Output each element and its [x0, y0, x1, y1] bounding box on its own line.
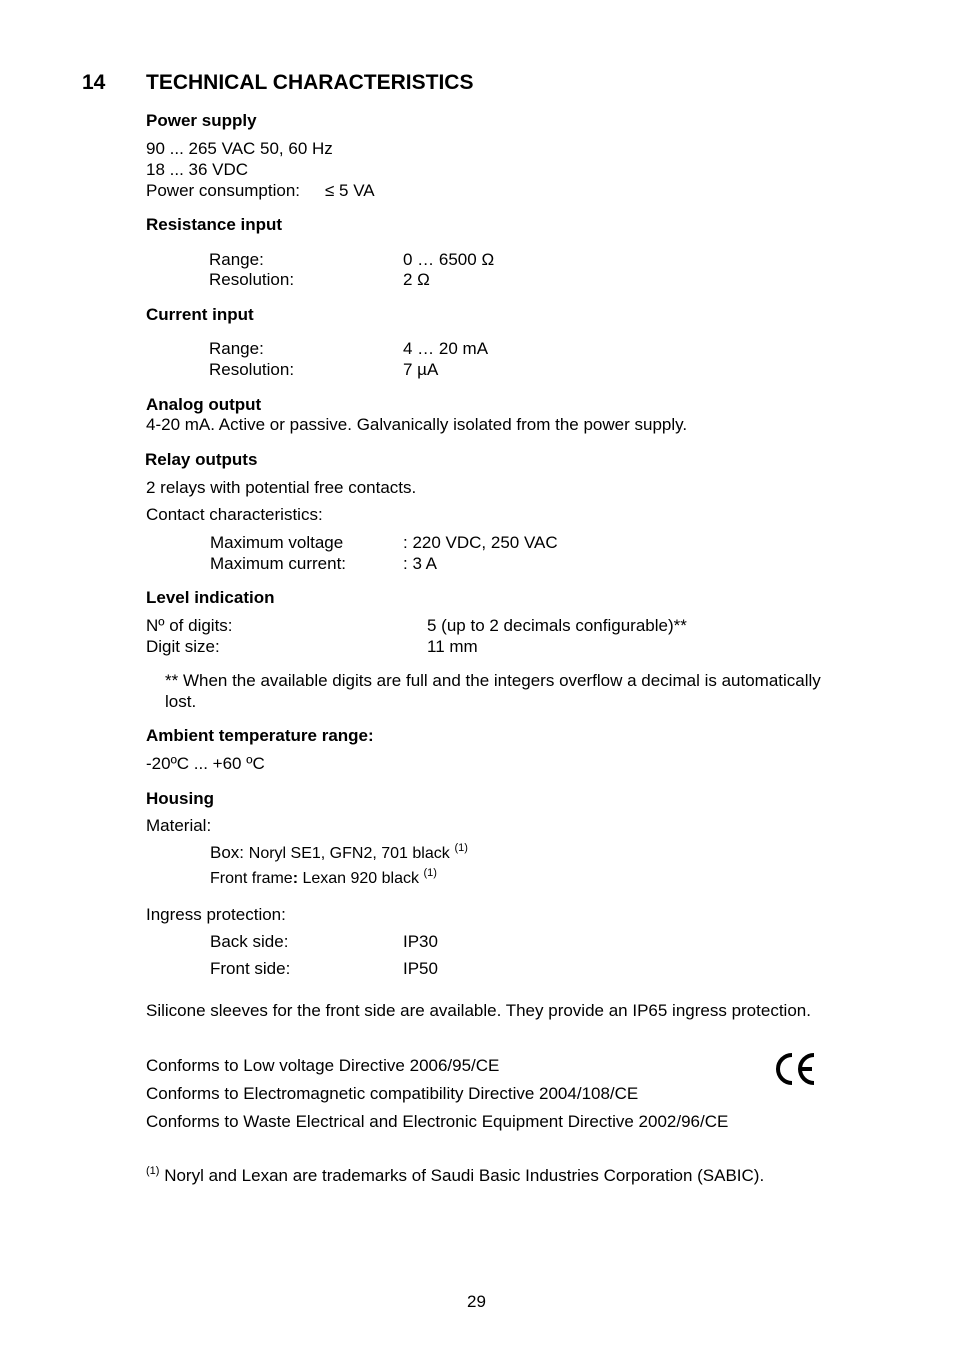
silicone-sleeves-text: Silicone sleeves for the front side are available. They provide an IP65 ingress protection.: [146, 1001, 811, 1020]
relay-count: 2 relays with potential free contacts.: [146, 478, 417, 497]
power-supply-title: Power supply: [146, 111, 257, 130]
page-number: 29: [467, 1292, 486, 1311]
frame-colon: :: [292, 870, 299, 887]
back-side-label: Back side:: [210, 932, 289, 951]
analog-output-title: Analog output: [146, 395, 262, 414]
front-side-label: Front side:: [210, 959, 291, 978]
digit-size-label: Digit size:: [146, 637, 220, 656]
power-consumption-label: Power consumption:: [146, 181, 301, 200]
footnote: [146, 1167, 764, 1184]
resistance-range-label: Range:: [209, 250, 264, 269]
footnote-text: Noryl and Lexan are trademarks of Saudi Basic Industries Corporation (SABIC).: [164, 1166, 765, 1185]
front-side-value: IP50: [403, 959, 438, 978]
power-supply-ac: 90 ... 265 VAC 50, 60 Hz: [146, 139, 333, 158]
box-material: [210, 844, 468, 862]
resistance-range-value: 0 … 6500 Ω: [403, 250, 495, 269]
box-value: Noryl SE1, GFN2, 701 black: [248, 845, 450, 862]
current-resolution-label: Resolution:: [209, 360, 295, 379]
section-number: 14: [82, 71, 106, 94]
max-current-value: : 3 A: [403, 554, 438, 573]
footnote-mark: (1): [146, 1165, 160, 1177]
level-note-line2: lost.: [165, 692, 197, 711]
ambient-title: Ambient temperature range:: [146, 726, 374, 745]
digits-label: Nº of digits:: [146, 616, 233, 635]
max-current-label: Maximum current:: [210, 554, 347, 573]
digits-value: 5 (up to 2 decimals configurable)**: [427, 616, 687, 635]
level-indication-title: Level indication: [146, 588, 275, 607]
power-supply-dc: 18 ... 36 VDC: [146, 160, 249, 179]
box-label: Box:: [210, 843, 245, 862]
resistance-resolution-label: Resolution:: [209, 270, 295, 289]
max-voltage-value: : 220 VDC, 250 VAC: [403, 533, 558, 552]
conformity-line-3: Conforms to Waste Electrical and Electronic Equipment Directive 2002/96/CE: [146, 1112, 729, 1131]
frame-value: Lexan 920 black: [302, 870, 419, 887]
level-note-line1: ** When the available digits are full and the integers overflow a decimal is automatically: [165, 671, 821, 690]
ambient-value: -20ºC ... +60 ºC: [146, 754, 265, 773]
ce-mark-icon: [772, 1052, 818, 1086]
back-side-value: IP30: [403, 932, 438, 951]
contact-characteristics-label: Contact characteristics:: [146, 505, 323, 524]
analog-output-text: 4-20 mA. Active or passive. Galvanically isolated from the power supply.: [146, 415, 688, 434]
resistance-resolution-value: 2 Ω: [403, 270, 430, 289]
digit-size-value: 11 mm: [427, 637, 478, 656]
current-input-title: Current input: [146, 305, 254, 324]
box-footnote-mark: (1): [454, 842, 468, 854]
resistance-input-title: Resistance input: [146, 215, 283, 234]
conformity-line-1: Conforms to Low voltage Directive 2006/95/CE: [146, 1056, 500, 1075]
material-label: Material:: [146, 816, 212, 835]
current-resolution-value: 7 µA: [403, 360, 439, 379]
frame-material: [210, 867, 437, 887]
max-voltage-label: Maximum voltage: [210, 533, 344, 552]
frame-footnote-mark: (1): [423, 867, 437, 879]
frame-label: Front frame: [210, 870, 293, 887]
current-range-label: Range:: [209, 339, 264, 358]
power-consumption-value: ≤ 5 VA: [325, 181, 375, 200]
ingress-label: Ingress protection:: [146, 905, 286, 924]
conformity-line-2: Conforms to Electromagnetic compatibility Directive 2004/108/CE: [146, 1084, 639, 1103]
section-title: TECHNICAL CHARACTERISTICS: [146, 71, 474, 94]
relay-outputs-title: Relay outputs: [145, 450, 258, 469]
current-range-value: 4 … 20 mA: [403, 339, 489, 358]
housing-title: Housing: [146, 789, 214, 808]
